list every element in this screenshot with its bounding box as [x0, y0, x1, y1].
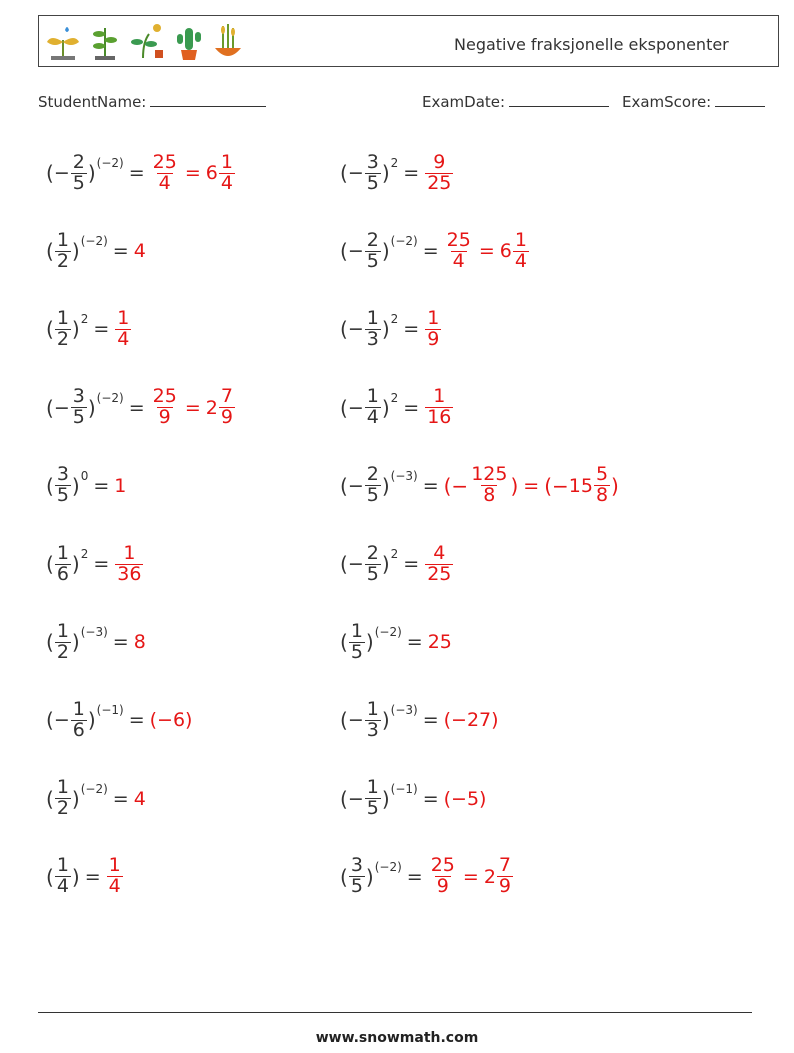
fraction-denominator: 3	[366, 327, 379, 350]
equals-sign: =	[403, 162, 420, 184]
fraction-denominator: 2	[56, 640, 69, 663]
fraction-numerator: 9	[433, 150, 446, 173]
answer	[106, 856, 124, 897]
open-paren: (	[46, 161, 54, 185]
exponent: 2	[80, 312, 89, 327]
exponent: (−3)	[390, 703, 418, 718]
base-fraction	[71, 387, 87, 428]
fraction-numerator: 1	[427, 306, 440, 329]
fraction-denominator: 9	[158, 406, 171, 429]
fraction-numerator: 125	[471, 463, 508, 486]
fraction-denominator: 5	[72, 171, 85, 194]
base-fraction	[55, 465, 71, 506]
equals-sign: =	[403, 318, 420, 341]
answer	[444, 709, 499, 731]
base-fraction	[349, 619, 365, 663]
open-paren: (	[340, 708, 348, 733]
fraction-denominator: 2	[56, 249, 69, 272]
close-paren: )	[381, 708, 390, 733]
answer-value: (−5)	[443, 787, 487, 810]
problem-item	[340, 612, 452, 672]
fraction-numerator: 1	[108, 854, 121, 877]
answer	[150, 150, 236, 194]
exam-score-blank[interactable]	[715, 92, 765, 107]
answer-fraction	[115, 541, 143, 585]
minus-sign: −	[347, 318, 364, 341]
mixed-fraction	[219, 150, 235, 194]
fraction-numerator: 25	[152, 150, 177, 173]
close-paren: )	[365, 864, 374, 889]
mixed-fraction	[219, 387, 235, 428]
close-paren: )	[71, 552, 80, 576]
fraction-denominator: 9	[220, 406, 233, 429]
minus-sign: −	[347, 162, 364, 184]
problem-item	[340, 143, 454, 203]
open-paren: (−	[544, 473, 569, 498]
equals-sign: =	[406, 865, 423, 888]
mixed-whole: 2	[483, 865, 496, 888]
problem-item	[46, 299, 132, 359]
worksheet-header	[38, 15, 779, 67]
fraction-denominator: 9	[427, 327, 440, 350]
fraction-denominator: 25	[427, 562, 452, 585]
base-fraction	[365, 697, 381, 741]
exam-score-label: ExamScore:	[622, 93, 712, 111]
open-paren: (	[340, 552, 348, 576]
equals-sign: =	[128, 396, 145, 419]
base-fraction	[55, 306, 71, 350]
equals-sign: =	[403, 396, 420, 419]
fraction-numerator: 2	[72, 150, 85, 173]
open-paren: (	[340, 630, 348, 655]
answer	[444, 228, 530, 272]
fraction-numerator: 25	[152, 385, 177, 408]
minus-sign: −	[53, 396, 70, 419]
problem-item	[46, 534, 144, 594]
answer	[114, 306, 132, 350]
answer-fraction	[425, 150, 453, 194]
answer-fraction	[429, 856, 457, 897]
fraction-numerator: 1	[56, 228, 69, 251]
answer-value: 1	[114, 474, 127, 497]
exponent: (−3)	[80, 625, 108, 640]
fraction-denominator: 4	[514, 249, 527, 272]
exponent: (−2)	[80, 234, 108, 249]
equals-sign: =	[112, 787, 129, 810]
equals-sign: =	[112, 240, 129, 263]
close-paren: )	[87, 395, 96, 420]
problem-item	[46, 690, 192, 750]
sprout-watering-icon	[43, 20, 83, 62]
fraction-denominator: 8	[483, 484, 496, 507]
close-paren: )	[365, 630, 374, 655]
equals-sign: =	[406, 631, 423, 654]
fraction-numerator: 1	[56, 854, 69, 877]
open-paren: (	[340, 161, 348, 185]
base-fraction	[349, 856, 365, 897]
equals-sign: =	[184, 396, 201, 419]
minus-sign: −	[347, 553, 364, 575]
mixed-fraction	[513, 228, 529, 272]
answer-fraction	[115, 306, 131, 350]
fraction-numerator: 1	[56, 306, 69, 329]
fraction-denominator: 4	[366, 406, 379, 429]
close-paren: )	[381, 786, 390, 811]
answer	[114, 541, 144, 585]
open-paren: (	[46, 864, 54, 889]
mixed-whole: 2	[205, 396, 218, 419]
fraction-numerator: 1	[366, 306, 379, 329]
fraction-numerator: 3	[366, 150, 379, 173]
open-paren: (	[46, 786, 54, 811]
minus-sign: −	[347, 787, 364, 810]
problem-item	[46, 143, 236, 203]
close-paren: )	[510, 473, 519, 498]
problem-item	[340, 534, 454, 594]
open-paren: (	[46, 630, 54, 655]
mixed-whole: 6	[205, 162, 218, 184]
answer-value: 25	[427, 631, 452, 654]
minus-sign: −	[347, 709, 364, 732]
exponent: (−2)	[374, 859, 402, 874]
fraction-denominator: 25	[427, 171, 452, 194]
answer	[444, 465, 619, 506]
fraction-numerator: 25	[446, 228, 471, 251]
minus-sign: −	[347, 396, 364, 419]
problem-item	[46, 847, 124, 907]
cactus-pot-icon	[173, 20, 205, 62]
answer-fraction	[425, 306, 441, 350]
minus-sign: −	[347, 474, 364, 497]
answer-fraction	[425, 387, 453, 428]
exponent: (−1)	[390, 781, 418, 796]
exam-date-field	[422, 92, 609, 111]
close-paren: )	[611, 473, 619, 498]
equals-sign: =	[128, 709, 145, 732]
close-paren: )	[381, 317, 390, 342]
problem-item	[46, 456, 126, 516]
exponent: 0	[80, 468, 89, 483]
base-fraction	[55, 619, 71, 663]
exponent: (−2)	[96, 156, 124, 170]
exponent: 2	[390, 547, 399, 561]
fraction-numerator: 1	[366, 697, 379, 720]
close-paren: )	[71, 317, 80, 342]
answer-fraction	[445, 228, 473, 272]
close-paren: )	[71, 786, 80, 811]
plant-bowl-icon	[211, 20, 245, 62]
exam-date-label: ExamDate:	[422, 93, 506, 111]
fraction-denominator: 2	[56, 797, 69, 820]
fraction-numerator: 1	[514, 228, 527, 251]
equals-sign: =	[184, 162, 201, 184]
fraction-denominator: 8	[595, 484, 609, 507]
base-fraction	[365, 387, 381, 428]
plant-sprinkler-icon	[127, 20, 167, 62]
open-paren: (	[46, 239, 54, 264]
problem-item	[46, 769, 146, 829]
fraction-denominator: 5	[366, 562, 379, 585]
equals-sign: =	[422, 787, 439, 810]
mixed-whole: 6	[499, 240, 512, 263]
exam-score-field	[622, 92, 765, 111]
fraction-denominator: 5	[72, 406, 85, 429]
base-fraction	[55, 856, 71, 897]
close-paren: )	[381, 239, 390, 264]
close-paren: )	[87, 161, 96, 185]
problem-item	[340, 299, 442, 359]
fraction-numerator: 3	[350, 854, 363, 877]
open-paren: (	[340, 395, 348, 420]
exponent: (−2)	[374, 625, 402, 640]
answer-fraction	[151, 150, 179, 194]
answer-value: (−27)	[443, 709, 499, 732]
open-paren: (	[46, 708, 54, 733]
plant-icons	[43, 20, 245, 62]
exponent: 2	[80, 547, 89, 561]
worksheet-title: Negative fraksjonelle eksponenter	[454, 35, 729, 54]
open-paren: (−	[443, 473, 469, 498]
open-paren: (	[46, 552, 54, 576]
close-paren: )	[381, 473, 390, 498]
mixed-fraction	[594, 465, 610, 506]
answer	[150, 709, 193, 731]
answer-fraction	[425, 541, 453, 585]
fraction-numerator: 2	[366, 463, 379, 486]
seedling-icon	[89, 20, 121, 62]
fraction-denominator: 5	[56, 484, 69, 507]
base-fraction	[365, 306, 381, 350]
fraction-denominator: 4	[158, 171, 171, 194]
fraction-numerator: 2	[366, 228, 379, 251]
fraction-numerator: 1	[433, 385, 446, 408]
base-fraction	[365, 465, 381, 506]
base-fraction	[71, 150, 87, 194]
equals-sign: =	[93, 553, 110, 575]
fraction-denominator: 6	[72, 718, 85, 741]
answer	[114, 475, 126, 497]
exponent: 2	[390, 390, 399, 405]
answer	[134, 631, 146, 653]
base-fraction	[55, 228, 71, 272]
equals-sign: =	[128, 162, 145, 184]
exponent: (−2)	[390, 234, 418, 249]
problem-item	[340, 378, 454, 438]
fraction-denominator: 4	[220, 171, 233, 194]
close-paren: )	[381, 552, 390, 576]
fraction-numerator: 1	[56, 619, 69, 642]
answer-value: 4	[133, 787, 146, 810]
equals-sign: =	[422, 240, 439, 263]
equals-sign: =	[93, 474, 110, 497]
fraction-denominator: 5	[366, 249, 379, 272]
close-paren: )	[71, 630, 80, 655]
fraction-numerator: 25	[430, 854, 455, 877]
open-paren: (	[340, 317, 348, 342]
minus-sign: −	[53, 162, 70, 184]
student-name-label: StudentName:	[38, 93, 147, 111]
fraction-denominator: 6	[56, 562, 69, 585]
answer	[134, 788, 146, 810]
answer-value: (−6)	[149, 709, 193, 732]
answer	[424, 541, 454, 585]
base-fraction	[365, 541, 381, 585]
problem-item	[46, 612, 146, 672]
answer-value: 8	[133, 631, 146, 654]
problem-item	[340, 221, 530, 281]
equals-sign: =	[403, 553, 420, 575]
fraction-numerator: 1	[220, 150, 233, 173]
fraction-denominator: 4	[56, 875, 69, 898]
mixed-fraction	[497, 856, 513, 897]
answer-fraction	[469, 465, 509, 506]
exponent: 2	[390, 156, 399, 170]
fraction-numerator: 1	[56, 541, 69, 564]
fraction-numerator: 7	[498, 854, 511, 877]
equals-sign: =	[462, 865, 479, 888]
fraction-numerator: 5	[595, 463, 609, 486]
fraction-numerator: 1	[56, 776, 69, 799]
equals-sign: =	[422, 709, 439, 732]
fraction-denominator: 5	[350, 640, 363, 663]
fraction-numerator: 3	[56, 463, 69, 486]
answer	[428, 856, 514, 897]
close-paren: )	[71, 239, 80, 264]
open-paren: (	[340, 864, 348, 889]
equals-sign: =	[478, 240, 495, 263]
exponent: (−2)	[80, 781, 108, 796]
problem-item	[46, 221, 146, 281]
problem-item	[46, 378, 236, 438]
fraction-numerator: 1	[117, 306, 130, 329]
fraction-denominator: 4	[117, 327, 130, 350]
open-paren: (	[46, 473, 54, 498]
open-paren: (	[340, 473, 348, 498]
answer-value: 4	[133, 240, 146, 263]
answer-fraction	[151, 387, 179, 428]
minus-sign: −	[53, 709, 70, 732]
base-fraction	[365, 150, 381, 194]
problem-item	[340, 847, 514, 907]
exam-date-blank[interactable]	[509, 92, 609, 107]
answer	[424, 306, 442, 350]
footer-divider	[38, 1012, 752, 1013]
base-fraction	[365, 228, 381, 272]
fraction-denominator: 16	[427, 406, 452, 429]
fraction-numerator: 1	[366, 776, 379, 799]
problem-item	[340, 769, 486, 829]
fraction-denominator: 5	[366, 797, 379, 820]
mixed-whole: 15	[568, 474, 593, 497]
student-name-blank[interactable]	[150, 92, 266, 107]
fraction-denominator: 5	[366, 171, 379, 194]
fraction-numerator: 3	[72, 385, 85, 408]
base-fraction	[71, 697, 87, 741]
exponent: (−1)	[96, 703, 124, 718]
minus-sign: −	[347, 240, 364, 263]
base-fraction	[55, 778, 71, 819]
fraction-numerator: 7	[220, 385, 233, 408]
answer	[444, 788, 487, 810]
fraction-numerator: 4	[433, 541, 446, 564]
close-paren: )	[381, 395, 390, 420]
answer-fraction	[107, 856, 123, 897]
open-paren: (	[46, 317, 54, 342]
fraction-numerator: 1	[366, 385, 379, 408]
answer	[424, 387, 454, 428]
fraction-denominator: 4	[108, 875, 121, 898]
close-paren: )	[381, 161, 390, 185]
problem-item	[340, 690, 499, 750]
open-paren: (	[340, 786, 348, 811]
close-paren: )	[71, 864, 80, 889]
open-paren: (	[46, 395, 54, 420]
open-paren: (	[340, 239, 348, 264]
equals-sign: =	[422, 474, 439, 497]
equals-sign: =	[84, 865, 101, 888]
fraction-numerator: 2	[366, 541, 379, 564]
fraction-denominator: 9	[436, 875, 449, 898]
exponent: (−3)	[390, 468, 418, 483]
answer	[424, 150, 454, 194]
fraction-denominator: 2	[56, 327, 69, 350]
close-paren: )	[87, 708, 96, 733]
fraction-numerator: 1	[123, 541, 136, 564]
student-name-field	[38, 92, 266, 111]
fraction-numerator: 1	[350, 619, 363, 642]
fraction-denominator: 5	[350, 875, 363, 898]
equals-sign: =	[523, 474, 540, 497]
equals-sign: =	[112, 631, 129, 654]
exponent: 2	[390, 312, 399, 327]
footer-site: www.snowmath.com	[315, 1030, 479, 1046]
answer	[150, 387, 236, 428]
fraction-denominator: 5	[366, 484, 379, 507]
fraction-denominator: 3	[366, 718, 379, 741]
fraction-denominator: 4	[452, 249, 465, 272]
problem-item	[340, 456, 619, 516]
close-paren: )	[71, 473, 80, 498]
fraction-numerator: 1	[72, 697, 85, 720]
exponent: (−2)	[96, 390, 124, 405]
base-fraction	[365, 778, 381, 819]
equals-sign: =	[93, 318, 110, 341]
answer	[134, 240, 146, 262]
base-fraction	[55, 541, 71, 585]
fraction-denominator: 9	[498, 875, 511, 898]
fraction-denominator: 36	[117, 562, 142, 585]
answer	[428, 631, 452, 653]
